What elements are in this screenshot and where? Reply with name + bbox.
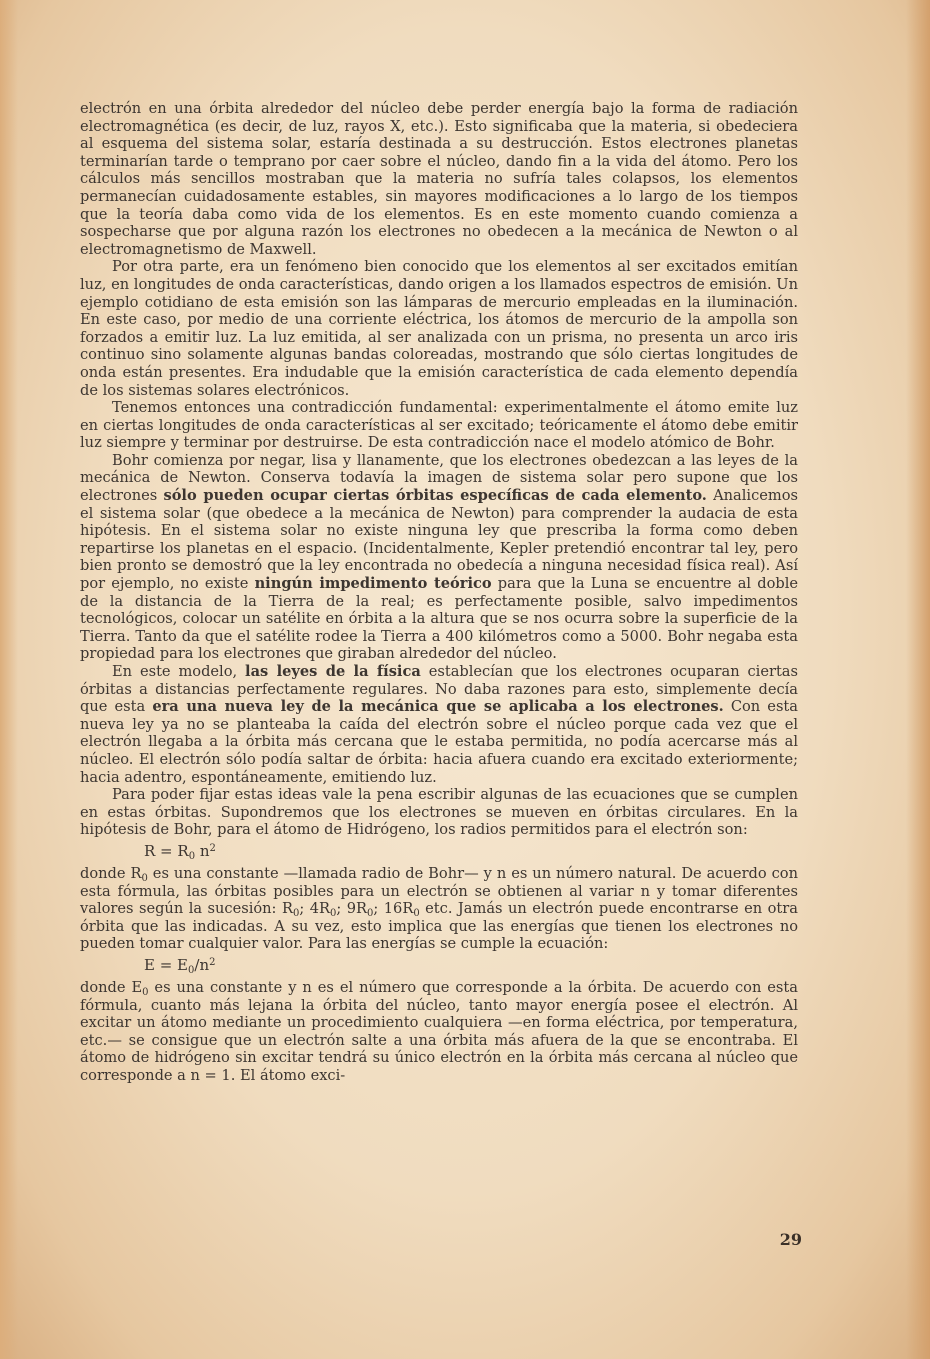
p8-sub: 0 <box>142 986 149 998</box>
p4-text-a: Bohr comienza por negar, lisa y llanamente, que los electrones obedezcan a las leyes de la mecánica de Newton. Conserva todavía la imagen de sistema solar pero supone que los electrones <box>80 451 798 505</box>
eq1-superscript: 2 <box>209 842 216 854</box>
paragraph-7 <box>80 865 798 953</box>
p7-sub-1: 0 <box>141 872 148 884</box>
paragraph-5 <box>80 663 798 786</box>
p7-text-d: ; 9R <box>336 900 367 918</box>
p7-text-b: es una constante —llamada radio de Bohr— y n es un número natural. De acuerdo con esta fórmula, las órbitas posibles para un electrón se obtienen al variar n y tomar diferentes valores según la sucesión: R <box>80 864 798 918</box>
eq2-subscript: 0 <box>188 964 195 976</box>
p4-emphasis-2: ningún impedimento teórico <box>254 575 492 593</box>
p7-text-e: ; 16R <box>373 900 414 918</box>
p5-emphasis-2: era una nueva ley de la mecánica que se aplicaba a los electrones. <box>152 698 724 716</box>
body-text <box>80 100 798 1084</box>
eq2-superscript: 2 <box>209 956 216 968</box>
p4-emphasis-1: sólo pueden ocupar ciertas órbitas específicas de cada elemento. <box>163 487 707 505</box>
p8-text-b: es una constante y n es el número que corresponde a la órbita. De acuerdo con esta fórmula, cuanto más lejana la órbita del núcleo, tanto mayor energía posee el electrón. Al excitar un átomo mediante un procedimiento cualquiera —en forma eléctrica, por temperatura, etc.— se consigue que un electrón salte a una órbita más afuera de la que se encontraba. El átomo de hidrógeno sin excitar tendrá su único electrón en la órbita más cercana al núcleo que corresponde a n = 1. El átomo exci- <box>80 978 798 1084</box>
paragraph-1: electrón en una órbita alrededor del núcleo debe perder energía bajo la forma de radiación electromagnética (es decir, de luz, rayos X, etc.). Esto significaba que la materia, si obedeciera al esquema del sistema solar, estaría destinada a su destrucción. Estos electrones planetas terminarían tarde o temprano por caer sobre el núcleo, dando fin a la vida del átomo. Pero los cálculos más sencillos mostraban que la materia no sufría tales colapsos, los elementos permanecían cuidadosamente estables, sin mayores modificaciones a lo largo de los tiempos que la teoría daba como vida de los elementos. Es en este momento cuando comienza a sospecharse que por alguna razón los electrones no obedecen a la mecánica de Newton o al electromagnetismo de Maxwell. <box>80 100 798 258</box>
equation-radius <box>144 841 798 861</box>
eq2-lhs: E = E <box>144 955 189 974</box>
p7-sub-3: 0 <box>329 908 337 920</box>
p4-text-c: Analicemos el sistema solar (que obedece a la mecánica de Newton) para comprender la audacia de esta hipótesis. En el sistema solar no existe ninguna ley que prescriba la forma como deben repartirse los planetas en el espacio. (Incidentalmente, Kepler pretendió encontrar tal ley, pero bien pronto se demostró que la ley encontrada no obedecía a ninguna necesidad física real). Así por ejemplo, no existe <box>80 487 799 593</box>
paragraph-4 <box>80 452 798 663</box>
paragraph-6: Para poder fijar estas ideas vale la pena escribir algunas de las ecuaciones que se cumplen en estas órbitas. Supondremos que los electrones se mueven en órbitas circulares. En la hipótesis de Bohr, para el átomo de Hidrógeno, los radios permitidos para el electrón son: <box>80 786 798 839</box>
paragraph-2: Por otra parte, era un fenómeno bien conocido que los elementos al ser excitados emitían luz, en longitudes de onda características, dando origen a los llamados espectros de emisión. Un ejemplo cotidiano de esta emisión son las lámparas de mercurio empleadas en la iluminación. En este caso, por medio de una corriente eléctrica, los átomos de mercurio de la ampolla son forzados a emitir luz. La luz emitida, al ser analizada con un prisma, no presenta un arco iris continuo sino solamente algunas bandas coloreadas, mostrando que sólo ciertas longitudes de onda están presentes. Era indudable que la emisión característica de cada elemento dependía de los sistemas solares electrónicos. <box>80 258 798 399</box>
eq1-subscript: 0 <box>188 850 196 862</box>
page-number: 29 <box>779 1230 802 1249</box>
p7-text-a: donde R <box>80 864 142 882</box>
page-edge-right <box>906 0 930 1359</box>
p7-text-f: etc. Jamás un electrón puede encontrarse en otra órbita que las indicadas. A su vez, esto implica que las energías que tienen los electrones no pueden tomar cualquier valor. Para las energías se cumple la ecuación: <box>80 900 798 953</box>
p7-sub-2: 0 <box>292 908 300 920</box>
p5-text-a: En este modelo, <box>112 663 246 680</box>
page-edge-left <box>0 0 18 1359</box>
equation-energy <box>144 955 798 975</box>
p4-text-e: para que la Luna se encuentre al doble de la distancia de la Tierra de la real; es perfectamente posible, salvo impedimentos tecnológicos, colocar un satélite en órbita a la altura que se nos ocurra sobre la superficie de la Tierra. Tanto da que el satélite rodee la Tierra a 400 kilómetros como a 5000. Bohr negaba esta propiedad para los electrones que giraban alrededor del núcleo. <box>80 575 799 663</box>
eq1-n: n <box>195 841 210 860</box>
eq1-lhs: R = R <box>144 841 189 860</box>
p5-text-e: Con esta nueva ley ya no se planteaba la caída del electrón sobre el núcleo porque cada vez que el electrón llegaba a la órbita más cercana que le estaba permitida, no podía acercarse más al núcleo. El electrón sólo podía saltar de órbita: hacia afuera cuando era excitado exteriormente; hacia adentro, espontáneamente, emitiendo luz. <box>80 698 798 786</box>
paragraph-8 <box>80 979 798 1085</box>
p7-text-c: ; 4R <box>299 900 330 918</box>
eq2-rest: /n <box>194 955 210 974</box>
p5-emphasis-1: las leyes de la física <box>245 663 421 680</box>
p5-text-c: establecían que los electrones ocuparan ciertas órbitas a distancias perfectamente regulares. No daba razones para esto, simplemente decía que esta <box>80 663 798 716</box>
p7-sub-5: 0 <box>413 908 420 920</box>
p7-sub-4: 0 <box>367 908 374 920</box>
paragraph-3: Tenemos entonces una contradicción fundamental: experimentalmente el átomo emite luz en ciertas longitudes de onda características al ser excitado; teóricamente el átomo debe emitir luz siempre y terminar por destruirse. De esta contradicción nace el modelo atómico de Bohr. <box>80 399 798 452</box>
p8-text-a: donde E <box>80 978 143 996</box>
